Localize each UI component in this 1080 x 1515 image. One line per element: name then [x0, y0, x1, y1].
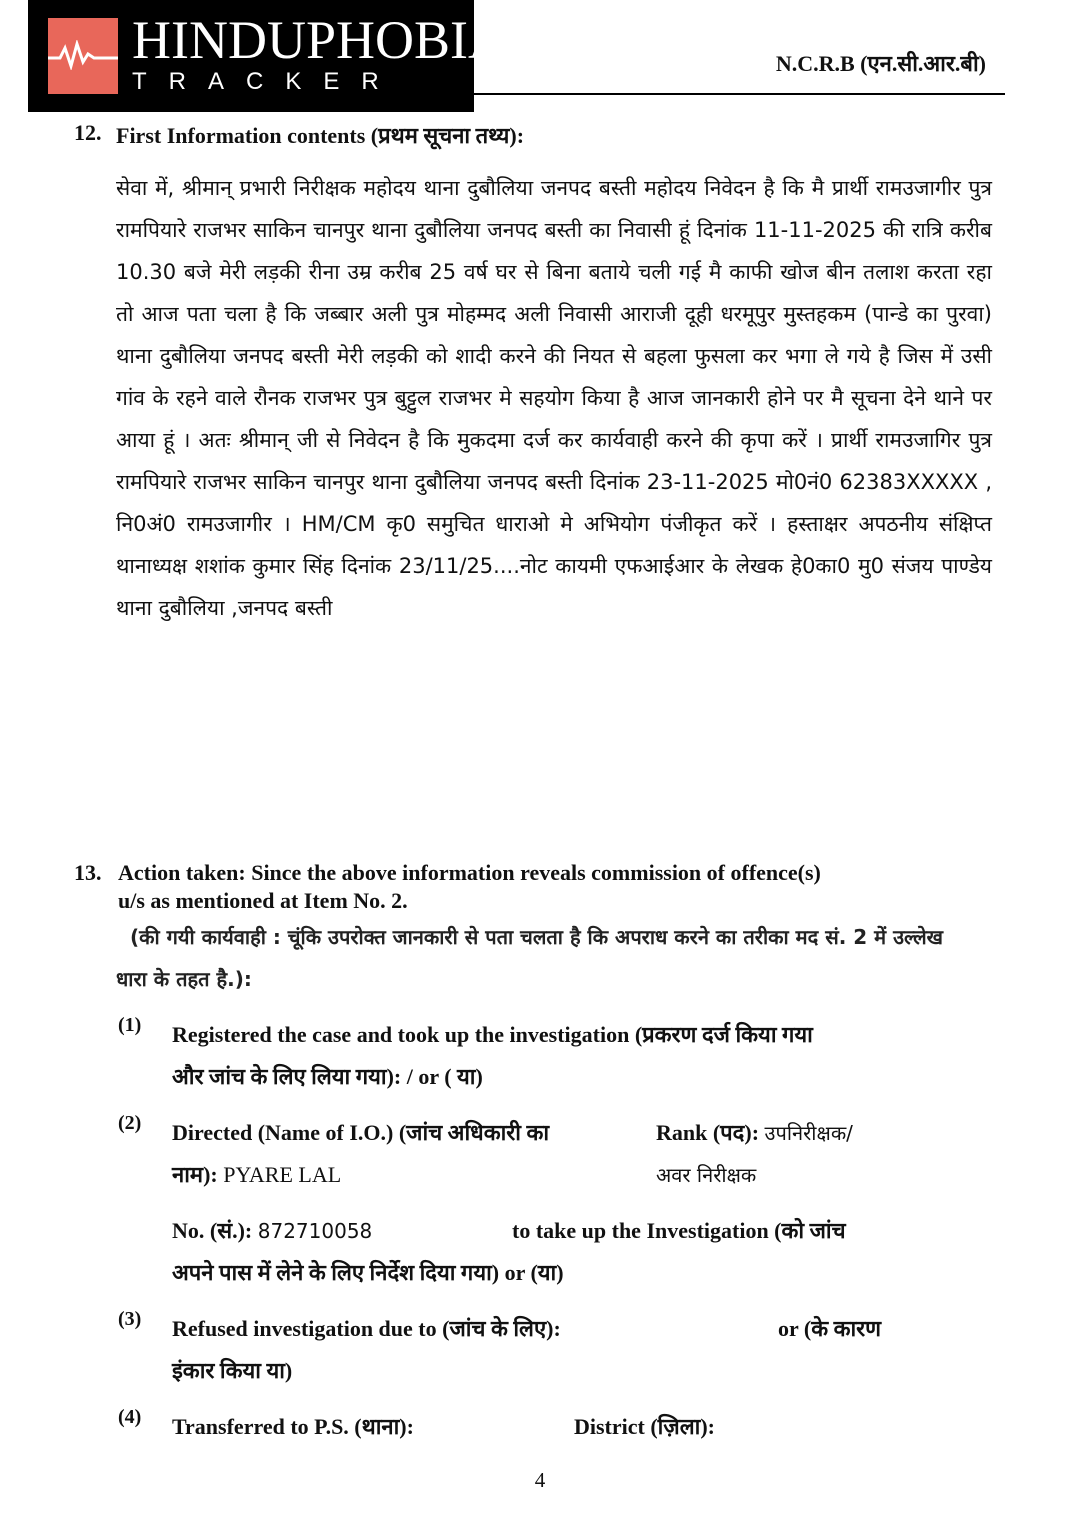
item-3-or: or (के कारण [778, 1316, 882, 1341]
section-12-number: 12. [74, 120, 102, 145]
page-number: 4 [534, 1468, 546, 1492]
no-value: 872710058 [257, 1219, 373, 1243]
rank-line1 [656, 1112, 853, 1154]
item-3-line2: इंकार किया या) [172, 1358, 293, 1383]
no-line [172, 1210, 372, 1252]
first-information-body: सेवा में, श्रीमान् प्रभारी निरीक्षक महोदय थाना दुबौलिया जनपद बस्ती महोदय निवेदन है कि मै प्रार्थी रामउजागीर पुत्र रामपियारे राजभर साकिन चानपुर थाना दुबौलिया जनपद बस्ती का निवासी हूं दिनांक 11-11-2025 की रात्रि करीब 10.30 बजे मेरी लड़की रीना उम्र करीब 25 वर्ष घर से बिना बताये चली गई मै काफी खोज बीन तलाश करता रहा तो आज पता चला है कि जब्बार अली पुत्र मोहम्मद अली निवासी आराजी दूही धरमूपुर मुस्तहकम (पान्डे का पुरवा) थाना दुबौलिया जनपद बस्ती मेरी लड़की को शादी करने की नियत से बहला फुसला कर भगा ले गये है जिस में उसी गांव के रहने वाले रौनक राजभर पुत्र बुट्टुल राजभर मे सहयोग किया है आज जानकारी होने पर मै सूचना देने थाने पर आया हूं । अतः श्रीमान् जी से निवेदन है कि मुकदमा दर्ज कर कार्यवाही करने की कृपा करें । प्रार्थी रामउजागिर पुत्र रामपियारे राजभर साकिन चानपुर थाना दुबौलिया जनपद बस्ती दिनांक 23-11-2025 मो0नं0 62383XXXXX , नि0अं0 रामउजागीर । HM/CM कृ0 समुचित धाराओ मे अभियोग पंजीकृत करें । हस्ताक्षर अपठनीय संक्षिप्त थानाध्यक्ष शशांक कुमार सिंह दिनांक 23/11/25....नोट कायमी एफआईआर के लेखक हे0का0 मु0 संजय पाण्डेय थाना दुबौलिया ,जनपद बस्ती [116, 176, 992, 620]
directed-label-nam: नाम): [172, 1162, 218, 1187]
item-1-line1: Registered the case and took up the investigation (प्रकरण दर्ज किया गया [172, 1022, 813, 1047]
rank-label: Rank (पद): [656, 1120, 760, 1145]
item-4-number: (4) [118, 1406, 142, 1428]
transferred-ps-label: Transferred to P.S. (थाना): [172, 1414, 414, 1439]
directed-label-line1: Directed (Name of I.O.) (जांच अधिकारी का [172, 1120, 550, 1145]
logo-subtitle: TRACKER [132, 68, 401, 95]
section-13-number: 13. [74, 860, 102, 885]
ncrb-header: N.C.R.B (एन.सी.आर.बी) [775, 51, 986, 76]
heartbeat-icon [48, 18, 118, 94]
item-1-line2: और जांच के लिए लिया गया): / or ( या) [172, 1064, 483, 1089]
section-13-heading-line1: Action taken: Since the above information reveals commission of offence(s) [118, 860, 821, 885]
rank-value-line1: उपनिरीक्षक/ [764, 1121, 853, 1145]
item-1-number: (1) [118, 1014, 142, 1036]
directed-label-line2 [172, 1154, 341, 1196]
section-13-heading-line2: u/s as mentioned at Item No. 2. [118, 888, 408, 913]
take-up-line1: to take up the Investigation (को जांच [512, 1218, 846, 1243]
section-12-heading: First Information contents (प्रथम सूचना तथ्य): [116, 123, 525, 148]
rank-value-line2: अवर निरीक्षक [656, 1163, 757, 1187]
no-label: No. (सं.): [172, 1218, 253, 1243]
logo-title: HINDUPHOBIA [132, 10, 507, 70]
item-3-line1: Refused investigation due to (जांच के लिए): [172, 1316, 561, 1341]
section-13-hindi-heading: (की गयी कार्यवाही : चूंकि उपरोक्त जानकारी से पता चलता है कि अपराध करने का तरीका मद सं. 2 में उल्लेख धारा के तहत है.): [116, 925, 943, 991]
district-label: District (ज़िला): [574, 1414, 715, 1439]
io-name: PYARE LAL [223, 1162, 342, 1187]
take-up-line2: अपने पास में लेने के लिए निर्देश दिया गया) or (या) [172, 1260, 564, 1285]
item-3-number: (3) [118, 1308, 142, 1330]
hinduphobia-tracker-logo [28, 0, 507, 112]
item-2-number: (2) [118, 1112, 142, 1134]
header-divider [474, 93, 1005, 95]
